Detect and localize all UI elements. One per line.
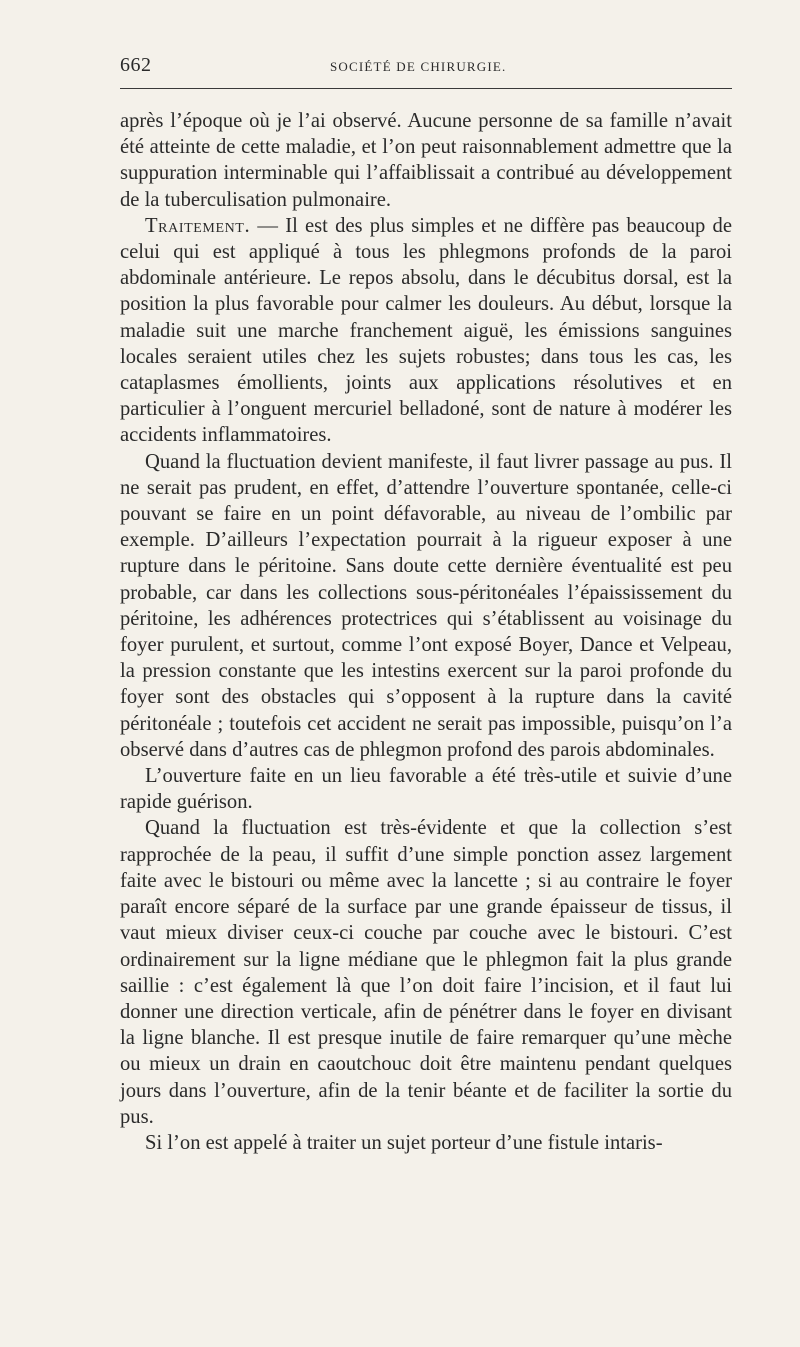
- paragraph-text: Quand la fluctuation est très-évidente et que la collection s’est rapprochée de la peau, il suffit d’une simple ponction assez largement faite avec le bistouri ou même avec la lancette ; si au contraire le foyer paraît encore séparé de la surface par une grande épaisseur de tissus, il vaut mieux diviser ceux-ci couche par couche avec le bistouri. C’est ordinairement sur la ligne médiane que le phlegmon fait la plus grande saillie : c’est également là que l’on doit faire l’incision, et il faut lui donner une direction verticale, afin de pénétrer dans le foyer en divisant la ligne blanche. Il est presque inutile de faire remarquer qu’une mèche ou mieux un drain en caoutchouc doit être maintenu pendant quelques jours dans l’ouverture, afin de la tenir béante et de faciliter la sortie du pus.: [120, 817, 732, 1128]
- paragraph-6: [120, 1130, 732, 1156]
- paragraph-text: — Il est des plus simples et ne diffère pas beaucoup de celui qui est appliqué à tous les phlegmons profonds de la paroi abdominale antérieure. Le repos absolu, dans le décubitus dorsal, est la position la plus favorable pour calmer les douleurs. Au début, lorsque la maladie suit une marche franchement aiguë, les émissions sanguines locales seraient utiles chez les sujets robustes; dans tous les cas, les cataplasmes émollients, joints aux applications résolutives et en particulier à l’onguent mercuriel belladoné, sont de nature à modérer les accidents inflammatoires.: [120, 214, 732, 447]
- running-title: SOCIÉTÉ DE CHIRURGIE.: [330, 59, 507, 74]
- document-page: [120, 52, 732, 1154]
- paragraph-2: [120, 213, 732, 449]
- page-header: [120, 52, 732, 86]
- paragraph-text: Si l’on est appelé à traiter un sujet porteur d’une fistule intaris-: [145, 1131, 663, 1154]
- paragraph-4: [120, 763, 732, 815]
- paragraph-text: L’ouverture faite en un lieu favorable a été très-utile et suivie d’une rapide guérison.: [120, 765, 732, 814]
- paragraph-5: [120, 815, 732, 1129]
- body-text: [120, 108, 732, 1156]
- section-lead: Traitement.: [145, 214, 251, 237]
- paragraph-1: [120, 108, 732, 213]
- paragraph-text: Quand la fluctuation devient manifeste, il faut livrer passage au pus. Il ne serait pas prudent, en effet, d’attendre l’ouverture spontanée, celle-ci pouvant se faire en un point défavorable, au niveau de l’ombilic par exemple. D’ailleurs l’expectation pourrait à la rigueur exposer à une rupture dans le péritoine. Sans doute cette dernière éventualité est peu probable, car dans les collections sous-péritonéales l’épaississement du péritoine, les adhérences protectrices qui s’établissent au voisinage du foyer purulent, et surtout, comme l’ont exposé Boyer, Dance et Velpeau, la pression constante que les intestins exercent sur la paroi profonde du foyer sont des obstacles qui s’opposent à la rupture dans la cavité péritonéale ; toutefois cet accident ne serait pas impossible, puisqu’on l’a observé dans d’autres cas de phlegmon profond des parois abdominales.: [120, 450, 732, 761]
- paragraph-3: [120, 449, 732, 763]
- page-number: 662: [120, 54, 152, 76]
- paragraph-text: après l’époque où je l’ai observé. Aucune personne de sa famille n’avait été atteinte de cette maladie, et l’on peut raisonnablement admettre que la suppuration interminable qui l’affaiblissait a contribué au développement de la tuberculisation pulmonaire.: [120, 110, 732, 211]
- header-rule: [120, 88, 732, 89]
